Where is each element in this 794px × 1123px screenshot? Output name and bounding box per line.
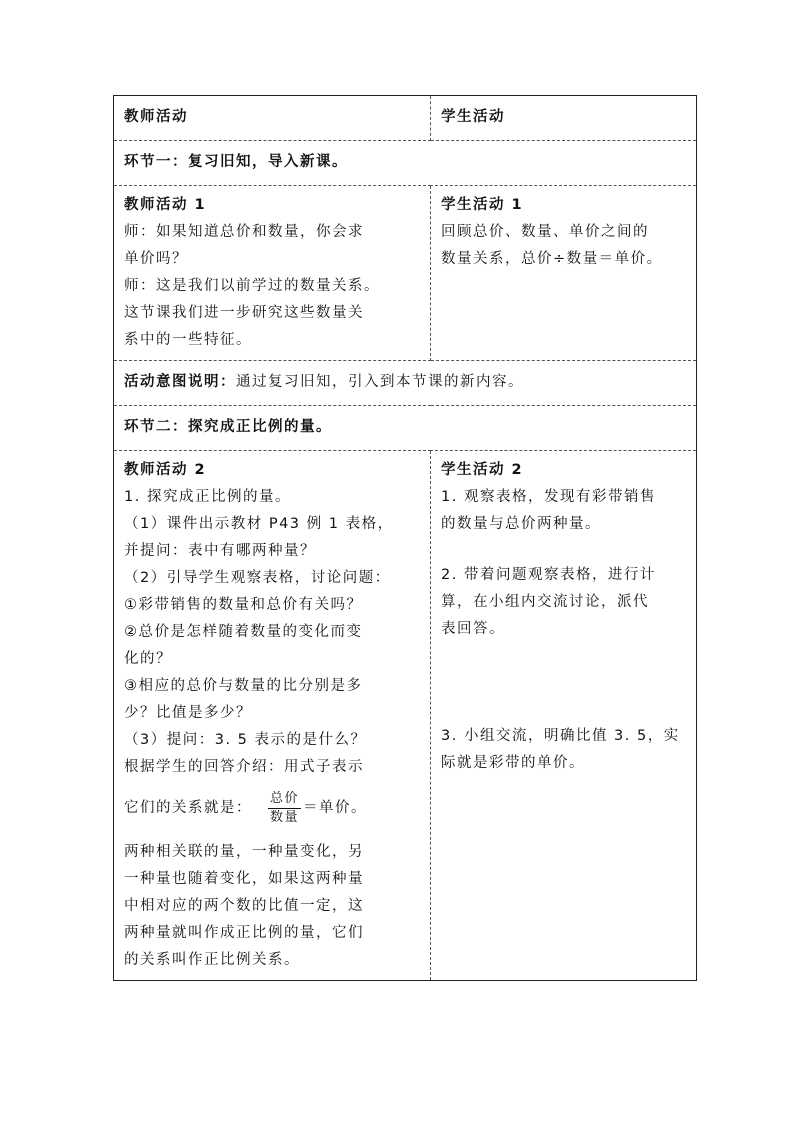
- formula-prefix: 它们的关系就是：: [124, 800, 252, 816]
- stage2-teacher-line: （1）课件出示教材 P43 例 1 表格，: [124, 516, 394, 532]
- student-step-3-line: 际就是彩带的单价。: [441, 755, 585, 771]
- stage1-student-title: 学生活动 1: [441, 197, 524, 213]
- stage1-intent-row: [114, 361, 697, 406]
- stage2-teacher-title: 教师活动 2: [124, 462, 207, 478]
- stage1-teacher-title: 教师活动 1: [124, 197, 207, 213]
- student-step-2-line: 2. 带着问题观察表格，进行计: [441, 567, 656, 583]
- stage1-student-line: 回顾总价、数量、单价之间的: [441, 224, 649, 240]
- lesson-plan-table: [113, 95, 697, 981]
- stage2-teacher-line: ③相应的总价与数量的比分别是多: [124, 678, 363, 694]
- definition-line: 两种量就叫作成正比例的量，它们: [124, 925, 364, 941]
- stage2-teacher-cell: [114, 451, 431, 981]
- stage1-student-line: 数量关系，总价÷数量＝单价。: [441, 251, 663, 267]
- stage2-teacher-line: （2）引导学生观察表格，讨论问题：: [124, 570, 391, 586]
- student-step-3-line: 3. 小组交流，明确比值 3. 5，实: [441, 728, 680, 744]
- header-teacher-activity: 教师活动: [114, 96, 431, 141]
- stage2-teacher-line: ①彩带销售的数量和总价有关吗？: [124, 597, 363, 613]
- stage1-teacher-line: 师：如果知道总价和数量，你会求: [124, 224, 364, 240]
- stage1-title: 环节一：复习旧知，导入新课。: [114, 141, 697, 186]
- stage1-teacher-cell: [114, 186, 431, 361]
- stage1-title-row: [114, 141, 697, 186]
- stage2-activity-row: [114, 451, 697, 981]
- fraction-denominator: 数量: [270, 809, 300, 825]
- stage2-teacher-line: 少？比值是多少？: [124, 705, 252, 721]
- fraction-numerator: 总价: [268, 790, 301, 809]
- stage2-teacher-line: 根据学生的回答介绍：用式子表示: [124, 759, 364, 775]
- definition-line: 一种量也随着变化，如果这两种量: [124, 871, 364, 887]
- definition-line: 两种相关联的量，一种量变化，另: [124, 844, 364, 860]
- stage2-teacher-line: （3）提问：3. 5 表示的是什么？: [124, 732, 367, 748]
- stage1-intent-cell: [114, 361, 697, 406]
- intent-text: 通过复习旧知，引入到本节课的新内容。: [236, 374, 524, 390]
- student-step-2-line: 表回答。: [441, 621, 505, 637]
- stage1-student-cell: [431, 186, 697, 361]
- stage1-teacher-line: 这节课我们进一步研究这些数量关: [124, 305, 364, 321]
- formula-line: [124, 785, 424, 831]
- student-step-2-line: 算，在小组内交流讨论，派代: [441, 594, 649, 610]
- definition-line: 的关系叫作正比例关系。: [124, 952, 300, 968]
- spacer: [441, 643, 690, 723]
- stage2-student-title: 学生活动 2: [441, 462, 524, 478]
- stage2-teacher-line: 并提问：表中有哪两种量？: [124, 543, 316, 559]
- stage2-student-cell: [431, 451, 697, 981]
- fraction: [268, 790, 301, 827]
- definition-line: 中相对应的两个数的比值一定，这: [124, 898, 364, 914]
- spacer: [441, 538, 690, 562]
- stage2-title-row: [114, 406, 697, 451]
- stage2-teacher-line: 1. 探究成正比例的量。: [124, 489, 291, 505]
- formula-suffix: ＝单价。: [303, 800, 368, 816]
- stage1-activity-row: [114, 186, 697, 361]
- stage1-teacher-line: 单价吗？: [124, 251, 188, 267]
- student-step-1-line: 1. 观察表格，发现有彩带销售: [441, 489, 656, 505]
- intent-label: 活动意图说明：: [124, 374, 236, 390]
- stage2-teacher-line: ②总价是怎样随着数量的变化而变: [124, 624, 363, 640]
- student-step-1-line: 的数量与总价两种量。: [441, 516, 601, 532]
- header-student-activity: 学生活动: [431, 96, 697, 141]
- stage1-teacher-line: 师：这是我们以前学过的数量关系。: [124, 278, 380, 294]
- stage1-teacher-line: 系中的一些特征。: [124, 332, 252, 348]
- stage2-title: 环节二：探究成正比例的量。: [114, 406, 697, 451]
- stage2-teacher-line: 化的？: [124, 651, 172, 667]
- header-row: [114, 96, 697, 141]
